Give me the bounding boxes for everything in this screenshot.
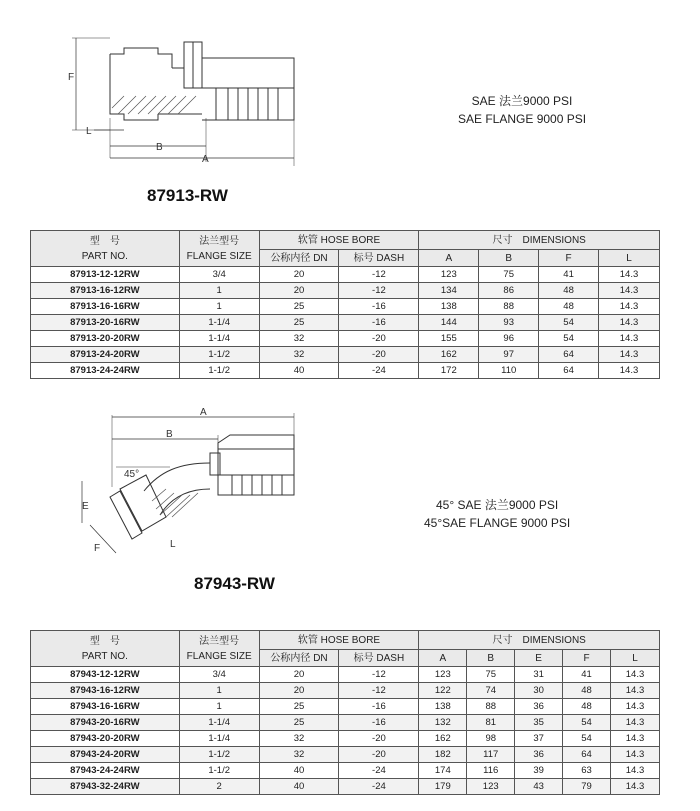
- header-part-cn: 型 号: [89, 235, 120, 247]
- dimension-cell: 81: [467, 715, 515, 731]
- dimension-cell: 75: [479, 267, 539, 283]
- dimension-cell: 123: [419, 667, 467, 683]
- header-part-en: PART NO.: [81, 250, 128, 262]
- flange-size-cell: 3/4: [179, 667, 259, 683]
- dimension-cell: 138: [419, 299, 479, 315]
- dimension-cell: 179: [419, 779, 467, 795]
- dimension-cell: 54: [539, 315, 599, 331]
- dn-cell: 20: [259, 283, 339, 299]
- dimension-cell: 31: [515, 667, 563, 683]
- dimension-cell: 48: [539, 299, 599, 315]
- header-hose-bore: 软管 HOSE BORE: [259, 631, 419, 650]
- dimension-cell: 134: [419, 283, 479, 299]
- header-dn: 公称内径 DN: [259, 250, 339, 267]
- dn-cell: 40: [259, 363, 339, 379]
- dash-cell: -16: [339, 299, 419, 315]
- dimension-cell: 64: [539, 363, 599, 379]
- flange-size-cell: 1-1/2: [179, 747, 259, 763]
- flange-size-cell: 2: [179, 779, 259, 795]
- dimension-cell: 132: [419, 715, 467, 731]
- dimension-cell: 14.3: [611, 747, 660, 763]
- header-part-cn: 型 号: [89, 635, 120, 647]
- dimension-cell: 14.3: [611, 763, 660, 779]
- table-row: [31, 331, 660, 347]
- header-dim-f: F: [563, 650, 611, 667]
- part-no-cell: 87943-24-20RW: [31, 747, 180, 763]
- header-flange-size: [179, 631, 259, 667]
- flange-size-cell: 1-1/2: [179, 363, 259, 379]
- dimension-cell: 14.3: [599, 283, 660, 299]
- dimension-cell: 93: [479, 315, 539, 331]
- spec-table-87913: [30, 230, 660, 379]
- model-title: 87943-RW: [194, 574, 275, 593]
- table-row: [31, 667, 660, 683]
- dim-label-f: F: [94, 543, 101, 554]
- dash-cell: -12: [339, 683, 419, 699]
- dimension-cell: 48: [563, 699, 611, 715]
- header-dim-a: A: [419, 650, 467, 667]
- dimension-cell: 88: [479, 299, 539, 315]
- dim-label-a: A: [200, 407, 207, 418]
- dimension-cell: 172: [419, 363, 479, 379]
- angle-label: 45°: [124, 469, 140, 480]
- dimension-cell: 48: [563, 683, 611, 699]
- dimension-cell: 14.3: [599, 315, 660, 331]
- header-flange-cn: 法兰型号: [199, 635, 240, 647]
- dash-cell: -20: [339, 347, 419, 363]
- dn-cell: 20: [259, 267, 339, 283]
- header-dim-e: E: [515, 650, 563, 667]
- dimension-cell: 74: [467, 683, 515, 699]
- dim-label-b: B: [166, 429, 173, 440]
- dim-label-l: L: [86, 126, 92, 137]
- dimension-cell: 14.3: [599, 267, 660, 283]
- table-row: [31, 779, 660, 795]
- dimension-cell: 54: [563, 731, 611, 747]
- dimension-cell: 14.3: [611, 699, 660, 715]
- dimension-cell: 86: [479, 283, 539, 299]
- part-no-cell: 87913-24-24RW: [31, 363, 180, 379]
- dimension-cell: 63: [563, 763, 611, 779]
- header-flange-size: [179, 231, 259, 267]
- caption-line-en: SAE FLANGE 9000 PSI: [458, 112, 587, 126]
- header-dash: 标号 DASH: [339, 650, 419, 667]
- table-row: [31, 299, 660, 315]
- dimension-cell: 14.3: [599, 331, 660, 347]
- dimension-cell: 14.3: [599, 363, 660, 379]
- dimension-cell: 64: [539, 347, 599, 363]
- spec-table-87943: [30, 630, 660, 795]
- dash-cell: -12: [339, 283, 419, 299]
- part-no-cell: 87913-20-20RW: [31, 331, 180, 347]
- table-row: [31, 315, 660, 331]
- dimension-cell: 36: [515, 699, 563, 715]
- dash-cell: -20: [339, 731, 419, 747]
- dim-label-b: B: [156, 142, 163, 153]
- flange-size-cell: 1-1/4: [179, 315, 259, 331]
- dash-cell: -16: [339, 715, 419, 731]
- header-part-no: [31, 631, 180, 667]
- section2-caption: [424, 496, 570, 532]
- caption-line-cn: 45° SAE 法兰9000 PSI: [436, 498, 559, 512]
- dimension-cell: 14.3: [611, 683, 660, 699]
- dimension-cell: 54: [539, 331, 599, 347]
- dash-cell: -12: [339, 267, 419, 283]
- dn-cell: 20: [259, 683, 339, 699]
- flange-size-cell: 1-1/4: [179, 731, 259, 747]
- header-hose-bore: 软管 HOSE BORE: [259, 231, 419, 250]
- dimension-cell: 79: [563, 779, 611, 795]
- dimension-cell: 37: [515, 731, 563, 747]
- flange-size-cell: 1: [179, 683, 259, 699]
- dn-cell: 32: [259, 331, 339, 347]
- flange-size-cell: 3/4: [179, 267, 259, 283]
- flange-size-cell: 1: [179, 283, 259, 299]
- table-row: [31, 283, 660, 299]
- header-dim-l: L: [599, 250, 660, 267]
- table-row: [31, 747, 660, 763]
- dn-cell: 32: [259, 747, 339, 763]
- flange-size-cell: 1-1/2: [179, 763, 259, 779]
- dn-cell: 40: [259, 779, 339, 795]
- dn-cell: 32: [259, 731, 339, 747]
- dimension-cell: 54: [563, 715, 611, 731]
- dimension-cell: 122: [419, 683, 467, 699]
- table-row: [31, 683, 660, 699]
- dash-cell: -20: [339, 331, 419, 347]
- dim-label-a: A: [202, 154, 209, 165]
- header-flange-en: FLANGE SIZE: [186, 250, 252, 262]
- dimension-cell: 43: [515, 779, 563, 795]
- dash-cell: -24: [339, 363, 419, 379]
- header-dim-b: B: [479, 250, 539, 267]
- dimension-cell: 174: [419, 763, 467, 779]
- dash-cell: -20: [339, 747, 419, 763]
- caption-line-cn: SAE 法兰9000 PSI: [471, 94, 573, 108]
- dn-cell: 25: [259, 315, 339, 331]
- dimension-cell: 14.3: [611, 667, 660, 683]
- dimension-cell: 88: [467, 699, 515, 715]
- header-part-en: PART NO.: [81, 650, 128, 662]
- flange-size-cell: 1-1/4: [179, 715, 259, 731]
- part-no-cell: 87943-16-16RW: [31, 699, 180, 715]
- dimension-cell: 36: [515, 747, 563, 763]
- table-row: [31, 363, 660, 379]
- flange-size-cell: 1: [179, 699, 259, 715]
- part-no-cell: 87943-24-24RW: [31, 763, 180, 779]
- part-no-cell: 87913-24-20RW: [31, 347, 180, 363]
- flange-size-cell: 1-1/4: [179, 331, 259, 347]
- dimension-cell: 117: [467, 747, 515, 763]
- dn-cell: 40: [259, 763, 339, 779]
- table-row: [31, 699, 660, 715]
- dimension-cell: 14.3: [599, 299, 660, 315]
- part-no-cell: 87943-20-16RW: [31, 715, 180, 731]
- dimension-cell: 98: [467, 731, 515, 747]
- dimension-cell: 162: [419, 347, 479, 363]
- dimension-cell: 96: [479, 331, 539, 347]
- dn-cell: 25: [259, 699, 339, 715]
- header-dim-l: L: [611, 650, 660, 667]
- part-no-cell: 87943-20-20RW: [31, 731, 180, 747]
- header-dim-b: B: [467, 650, 515, 667]
- header-dn: 公称内径 DN: [259, 650, 339, 667]
- dimension-cell: 155: [419, 331, 479, 347]
- part-no-cell: 87913-16-12RW: [31, 283, 180, 299]
- fitting-drawing-45deg: [70, 405, 310, 575]
- dimension-cell: 14.3: [611, 779, 660, 795]
- dimension-cell: 35: [515, 715, 563, 731]
- dash-cell: -24: [339, 779, 419, 795]
- header-part-no: [31, 231, 180, 267]
- dn-cell: 25: [259, 299, 339, 315]
- part-no-cell: 87943-12-12RW: [31, 667, 180, 683]
- dimension-cell: 14.3: [611, 731, 660, 747]
- dimension-cell: 123: [467, 779, 515, 795]
- dash-cell: -16: [339, 699, 419, 715]
- header-dash: 标号 DASH: [339, 250, 419, 267]
- part-no-cell: 87943-16-12RW: [31, 683, 180, 699]
- dimension-cell: 14.3: [611, 715, 660, 731]
- dimension-cell: 110: [479, 363, 539, 379]
- dash-cell: -12: [339, 667, 419, 683]
- section1-caption: [458, 92, 586, 128]
- dimension-cell: 14.3: [599, 347, 660, 363]
- header-dimensions: 尺寸 DIMENSIONS: [419, 231, 660, 250]
- part-no-cell: 87913-12-12RW: [31, 267, 180, 283]
- part-no-cell: 87913-16-16RW: [31, 299, 180, 315]
- dash-cell: -16: [339, 315, 419, 331]
- dimension-cell: 41: [539, 267, 599, 283]
- flange-size-cell: 1: [179, 299, 259, 315]
- dim-label-l: L: [170, 539, 176, 550]
- dimension-cell: 48: [539, 283, 599, 299]
- dimension-cell: 75: [467, 667, 515, 683]
- dimension-cell: 123: [419, 267, 479, 283]
- table-row: [31, 347, 660, 363]
- dash-cell: -24: [339, 763, 419, 779]
- header-dim-a: A: [419, 250, 479, 267]
- header-flange-en: FLANGE SIZE: [186, 650, 252, 662]
- model-title: 87913-RW: [147, 186, 228, 205]
- table-row: [31, 731, 660, 747]
- part-no-cell: 87913-20-16RW: [31, 315, 180, 331]
- part-no-cell: 87943-32-24RW: [31, 779, 180, 795]
- dn-cell: 32: [259, 347, 339, 363]
- dimension-cell: 116: [467, 763, 515, 779]
- dimension-cell: 30: [515, 683, 563, 699]
- table-row: [31, 763, 660, 779]
- dimension-cell: 64: [563, 747, 611, 763]
- header-dimensions: 尺寸 DIMENSIONS: [419, 631, 660, 650]
- dim-label-e: E: [82, 501, 89, 512]
- dimension-cell: 182: [419, 747, 467, 763]
- header-dim-f: F: [539, 250, 599, 267]
- dim-label-f: F: [68, 72, 75, 83]
- dimension-cell: 41: [563, 667, 611, 683]
- dimension-cell: 144: [419, 315, 479, 331]
- dimension-cell: 39: [515, 763, 563, 779]
- caption-line-en: 45°SAE FLANGE 9000 PSI: [424, 516, 571, 530]
- dimension-cell: 97: [479, 347, 539, 363]
- dimension-cell: 138: [419, 699, 467, 715]
- table-row: [31, 715, 660, 731]
- fitting-drawing-straight: [66, 18, 336, 170]
- table-row: [31, 267, 660, 283]
- dimension-cell: 162: [419, 731, 467, 747]
- flange-size-cell: 1-1/2: [179, 347, 259, 363]
- header-flange-cn: 法兰型号: [199, 235, 240, 247]
- dn-cell: 25: [259, 715, 339, 731]
- dn-cell: 20: [259, 667, 339, 683]
